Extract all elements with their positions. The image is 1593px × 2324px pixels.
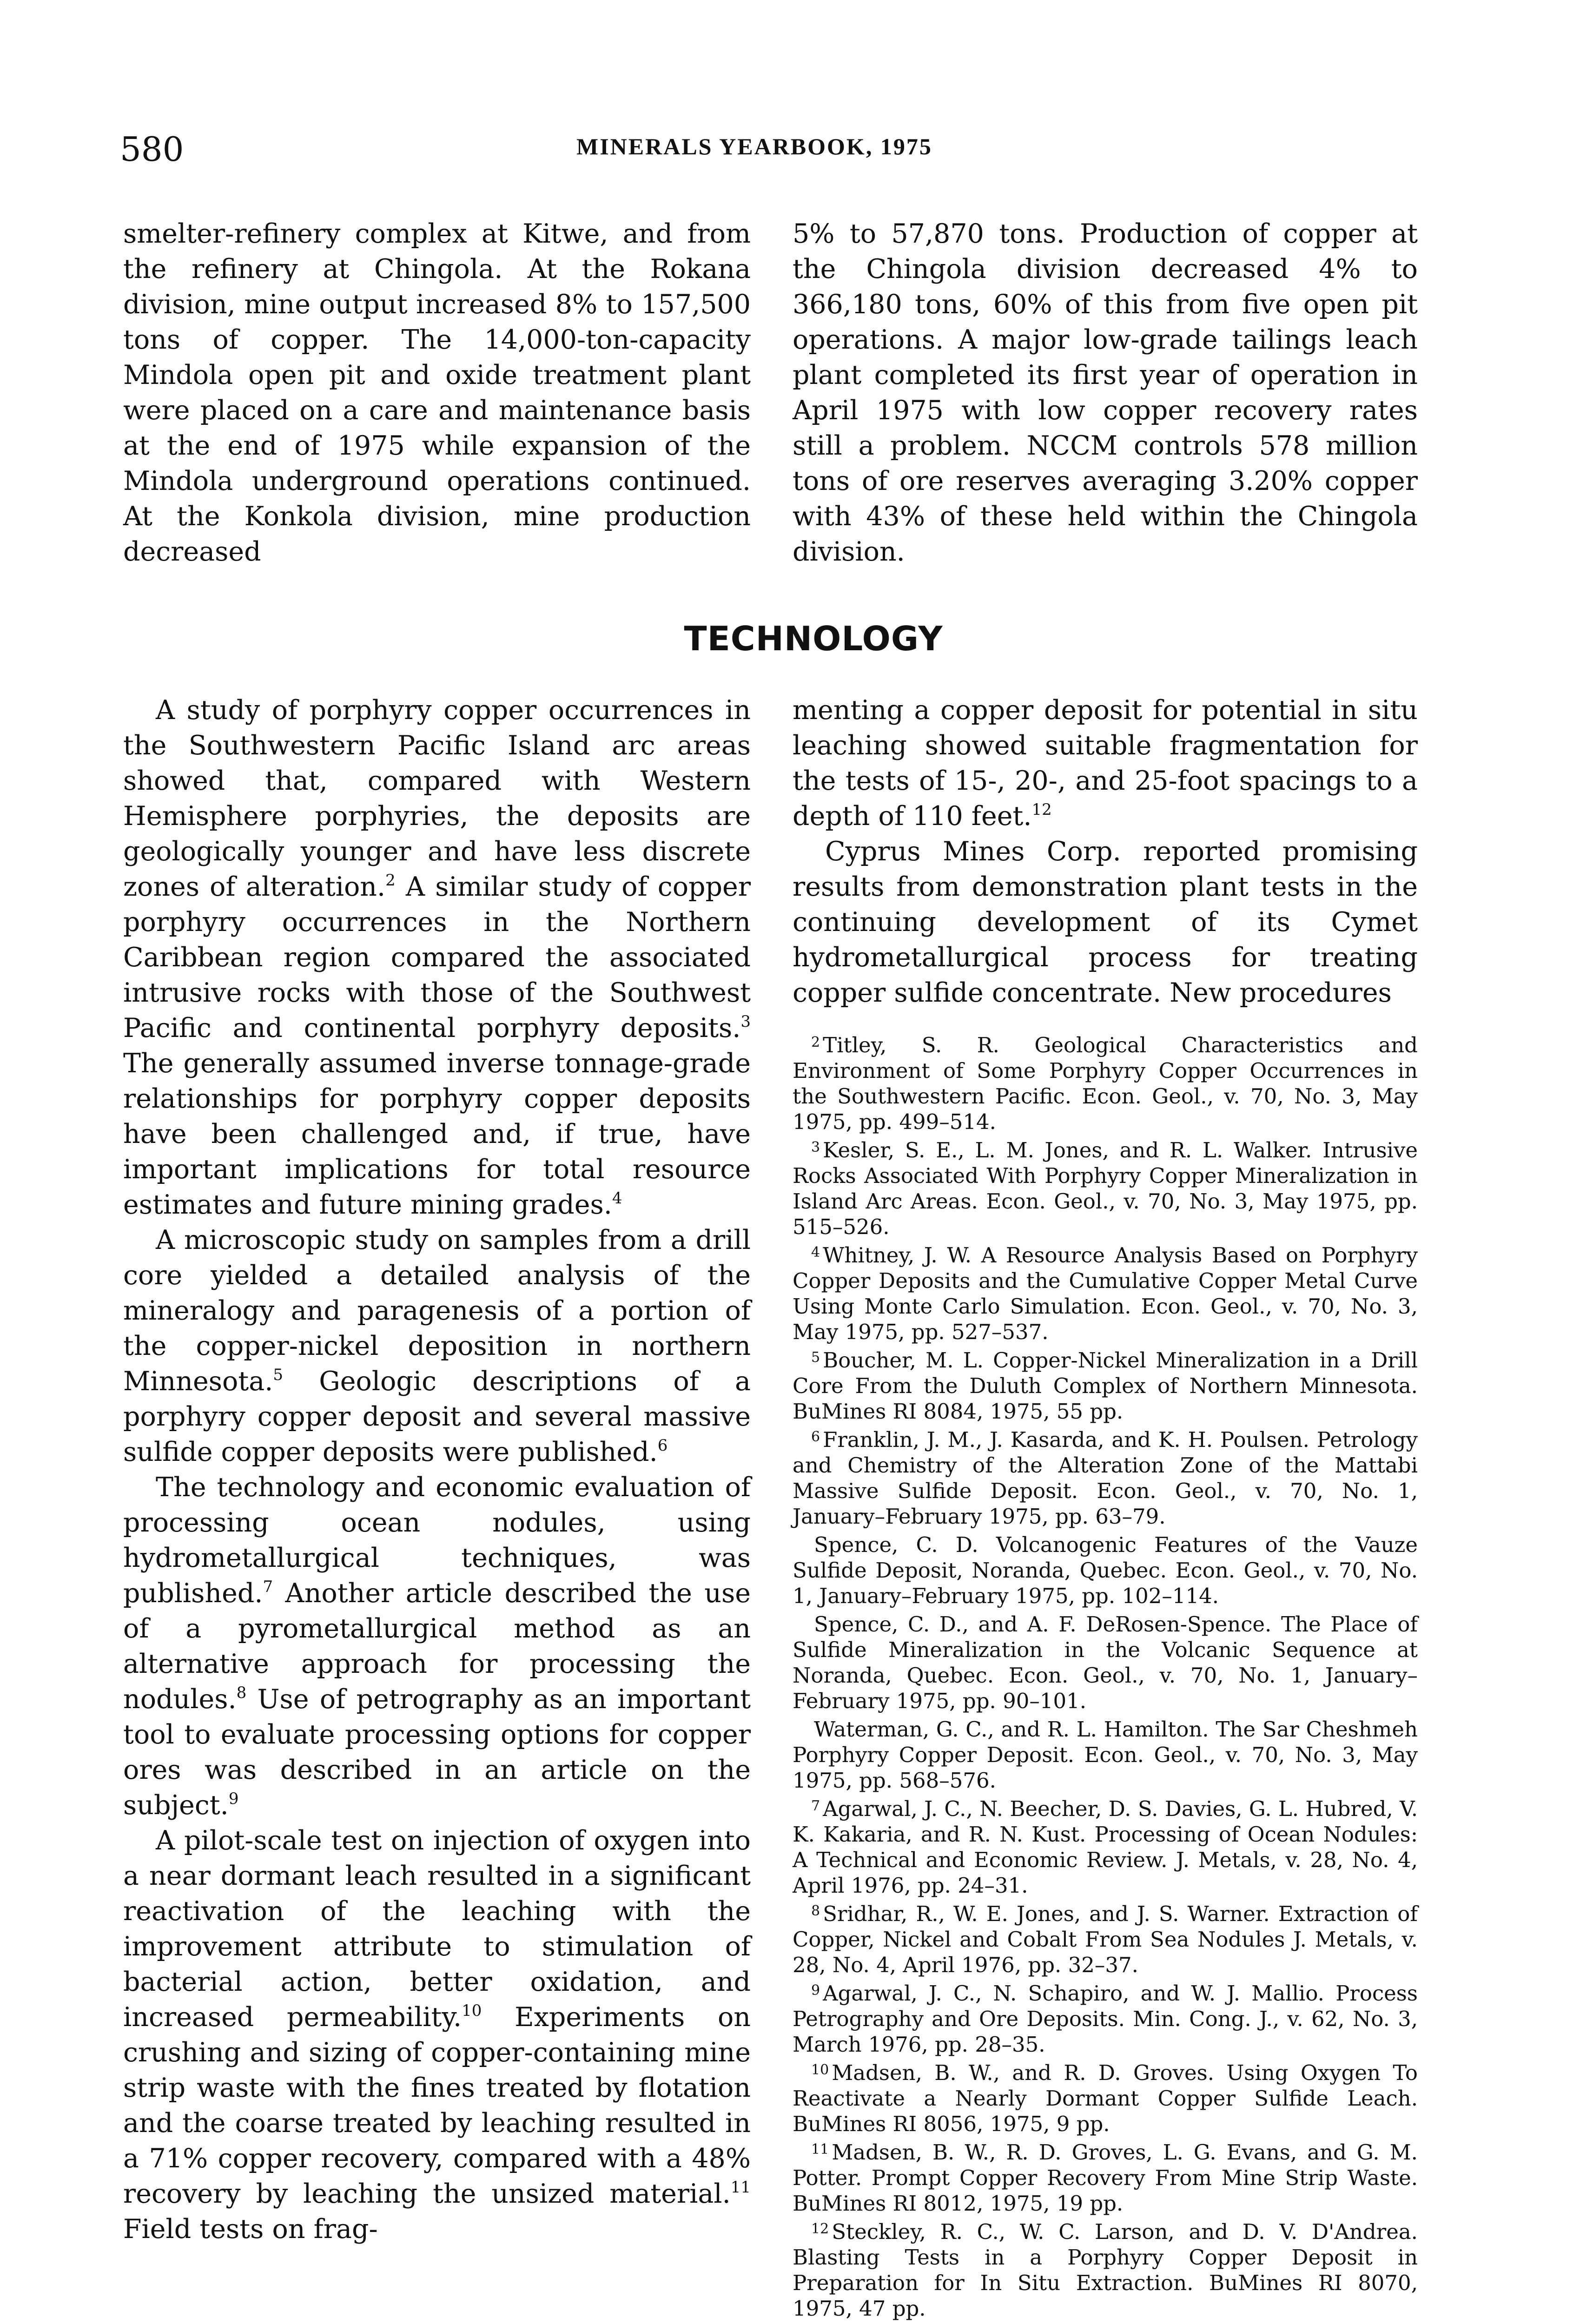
footnote-text: Madsen, B. W., R. D. Groves, L. G. Evans, and G. M. Potter. Prompt Copper Recovery From Mine Strip Waste. BuMines RI 8012, 1975, 19 pp. [793, 2140, 1418, 2216]
footnote [793, 1609, 1418, 1714]
footnote [793, 1714, 1418, 1793]
footnote [793, 2137, 1418, 2216]
footnote-list [793, 1030, 1418, 2321]
body-text-run: A study of porphyry copper occurrences in the Southwestern Pacific Island arc areas showed that, compared with Western Hemisphere porphyries, the deposits are geologically younger and have less discrete zones of alteration. [123, 695, 751, 902]
footnotes-section [793, 1030, 1418, 2321]
top-left-column [123, 216, 751, 569]
footnote-text: Agarwal, J. C., N. Schapiro, and W. J. Mallio. Process Petrography and Ore Deposits. Min. Cong. J., v. 62, No. 3, March 1976, pp. 28–35. [793, 1981, 1418, 2057]
footnote-number: 2 [811, 1034, 820, 1050]
footnote-number: 12 [811, 2221, 829, 2237]
footnote-reference: 12 [1031, 800, 1052, 819]
body-text-run: Field tests on frag- [123, 2214, 378, 2245]
body-text-run: Use of petrography as an important tool to evaluate processing options for copper ores was described in an article on the subject. [123, 1684, 751, 1821]
footnote-text: Spence, C. D., and A. F. DeRosen-Spence. The Place of Sulfide Mineralization in the Volcanic Sequence at Noranda, Quebec. Econ. Geol., v. 70, No. 1, January–February 1975, pp. 90–101. [793, 1612, 1418, 1713]
body-text-run: A pilot-scale test on injection of oxygen into a near dormant leach resulted in a significant reactivation of the leaching with the improvement attribute to stimulation of bacterial action, better oxidation, and increased permeability. [123, 1825, 751, 2033]
body-text-run: A microscopic study on samples from a drill core yielded a detailed analysis of the mineralogy and paragenesis of a portion of the copper-nickel deposition in northern Minnesota. [123, 1225, 751, 1397]
footnote-reference: 10 [462, 2001, 482, 2020]
footnote-reference: 2 [385, 871, 396, 890]
footnote-number: 3 [811, 1139, 820, 1155]
body-paragraph [123, 693, 751, 1222]
body-text-run: The technology and economic evaluation of processing ocean nodules, using hydrometallurgical techniques, was published. [123, 1472, 751, 1609]
body-paragraph [123, 1470, 751, 1823]
footnote [793, 1030, 1418, 1135]
technology-right-column [793, 693, 1418, 1010]
footnote-reference: 11 [730, 2178, 751, 2197]
footnote-text: Madsen, B. W., and R. D. Groves. Using Oxygen To Reactivate a Nearly Dormant Copper Sulfide Leach. BuMines RI 8056, 1975, 9 pp. [793, 2060, 1418, 2136]
footnote-text: Titley, S. R. Geological Characteristics and Environment of Some Porphyry Copper Occurrences in the Southwestern Pacific. Econ. Geol., v. 70, No. 3, May 1975, pp. 499–514. [793, 1033, 1418, 1134]
footnote-reference: 7 [263, 1578, 273, 1596]
footnote-number: 6 [811, 1429, 820, 1445]
footnote-number: 9 [811, 1982, 820, 1999]
footnote [793, 1898, 1418, 1978]
footnote-reference: 9 [228, 1789, 239, 1808]
footnote-text: Spence, C. D. Volcanogenic Features of the Vauze Sulfide Deposit, Noranda, Quebec. Econ. Geol., v. 70, No. 1, January–February 1975, pp. 102–114. [793, 1532, 1418, 1608]
footnote [793, 1424, 1418, 1529]
body-text-run: Experiments on crushing and sizing of copper-containing mine strip waste with the fines treated by flotation and the coarse treated by leaching resulted in a 71% copper recovery, compared with a 48% recovery by leaching the unsized material. [123, 2002, 751, 2209]
footnote-text: Whitney, J. W. A Resource Analysis Based on Porphyry Copper Deposits and the Cumulative Copper Metal Curve Using Monte Carlo Simulation. Econ. Geol., v. 70, No. 3, May 1975, pp. 527–537. [793, 1243, 1418, 1344]
footnote-text: Waterman, G. C., and R. L. Hamilton. The Sar Cheshmeh Porphyry Copper Deposit. Econ. Geol., v. 70, No. 3, May 1975, pp. 568–576. [793, 1717, 1418, 1793]
footnote [793, 1345, 1418, 1424]
running-head: MINERALS YEARBOOK, 1975 [576, 133, 932, 159]
footnote-text: Agarwal, J. C., N. Beecher, D. S. Davies, G. L. Hubred, V. K. Kakaria, and R. N. Kust. Processing of Ocean Nodules: A Technical and Economic Review. J. Metals, v. 28, No. 4, April 1976, pp. 24–31. [793, 1796, 1418, 1898]
footnote-number: 10 [811, 2062, 829, 2078]
footnote-number: 5 [811, 1349, 820, 1366]
footnote [793, 1529, 1418, 1609]
footnote-reference: 4 [612, 1189, 622, 1208]
top-left-paragraph: smelter-refinery complex at Kitwe, and from the refinery at Chingola. At the Rokana division, mine output increased 8% to 157,500 tons of copper. The 14,000-ton-capacity Mindola open pit and oxide treatment plant were placed on a care and maintenance basis at the end of 1975 while expansion of the Mindola underground operations continued. At the Konkola division, mine production decreased [123, 218, 751, 567]
body-paragraph [123, 1222, 751, 1470]
footnote-number: 8 [811, 1903, 820, 1919]
footnote-text: Boucher, M. L. Copper-Nickel Mineralization in a Drill Core From the Duluth Complex of Northern Minnesota. BuMines RI 8084, 1975, 55 pp. [793, 1348, 1418, 1424]
top-right-paragraph: 5% to 57,870 tons. Production of copper at the Chingola division decreased 4% to 366,180 tons, 60% of this from five open pit operations. A major low-grade tailings leach plant completed its first year of operation in April 1975 with low copper recovery rates still a problem. NCCM controls 578 million tons of ore reserves averaging 3.20% copper with 43% of these held within the Chingola division. [793, 218, 1418, 567]
footnote [793, 1793, 1418, 1898]
footnote [793, 2216, 1418, 2321]
footnote-reference: 5 [273, 1366, 283, 1384]
footnote [793, 1240, 1418, 1345]
footnote [793, 1135, 1418, 1240]
footnote [793, 1978, 1418, 2057]
footnote-text: Kesler, S. E., L. M. Jones, and R. L. Walker. Intrusive Rocks Associated With Porphyry Copper Mineralization in Island Arc Areas. Econ. Geol., v. 70, No. 3, May 1975, pp. 515–526. [793, 1138, 1418, 1239]
section-heading: TECHNOLOGY [684, 619, 943, 658]
footnote-number: 7 [811, 1798, 820, 1814]
top-right-column [793, 216, 1418, 569]
body-paragraph [793, 693, 1418, 834]
footnote [793, 2057, 1418, 2137]
body-text-run: menting a copper deposit for potential in situ leaching showed suitable fragmentation for the tests of 15-, 20-, and 25-foot spacings to a depth of 110 feet. [793, 695, 1418, 832]
body-text-run: Geologic descriptions of a porphyry copper deposit and several massive sulfide copper deposits were published. [123, 1366, 751, 1467]
page-number: 580 [120, 130, 184, 169]
technology-left-column [123, 693, 751, 2247]
footnote-reference: 8 [236, 1684, 247, 1702]
footnote-reference: 6 [657, 1436, 668, 1455]
body-text-run: The generally assumed inverse tonnage-grade relationships for porphyry copper deposits have been challenged and, if true, have important implications for total resource estimates and future mining grades. [123, 1048, 751, 1220]
body-text-run: A similar study of copper porphyry occurrences in the Northern Caribbean region compared the associated intrusive rocks with those of the Southwest Pacific and continental porphyry deposits. [123, 872, 751, 1043]
body-paragraph [123, 1823, 751, 2247]
footnote-text: Franklin, J. M., J. Kasarda, and K. H. Poulsen. Petrology and Chemistry of the Alteration Zone of the Mattabi Massive Sulfide Deposit. Econ. Geol., v. 70, No. 1, January–February 1975, pp. 63–79. [793, 1427, 1418, 1529]
footnote-reference: 3 [740, 1012, 751, 1031]
footnote-number: 4 [811, 1244, 820, 1261]
footnote-text: Steckley, R. C., W. C. Larson, and D. V. D'Andrea. Blasting Tests in a Porphyry Copper Deposit in Preparation for In Situ Extraction. BuMines RI 8070, 1975, 47 pp. [793, 2219, 1418, 2321]
body-paragraph: Cyprus Mines Corp. reported promising results from demonstration plant tests in the continuing development of its Cymet hydrometallurgical process for treating copper sulfide concentrate. New procedures [793, 836, 1418, 1008]
body-text-run: Another article described the use of a pyrometallurgical method as an alternative approach for processing the nodules. [123, 1578, 751, 1715]
footnote-number: 11 [811, 2141, 829, 2158]
footnote-text: Sridhar, R., W. E. Jones, and J. S. Warner. Extraction of Copper, Nickel and Cobalt From Sea Nodules J. Metals, v. 28, No. 4, April 1976, pp. 32–37. [793, 1901, 1418, 1977]
